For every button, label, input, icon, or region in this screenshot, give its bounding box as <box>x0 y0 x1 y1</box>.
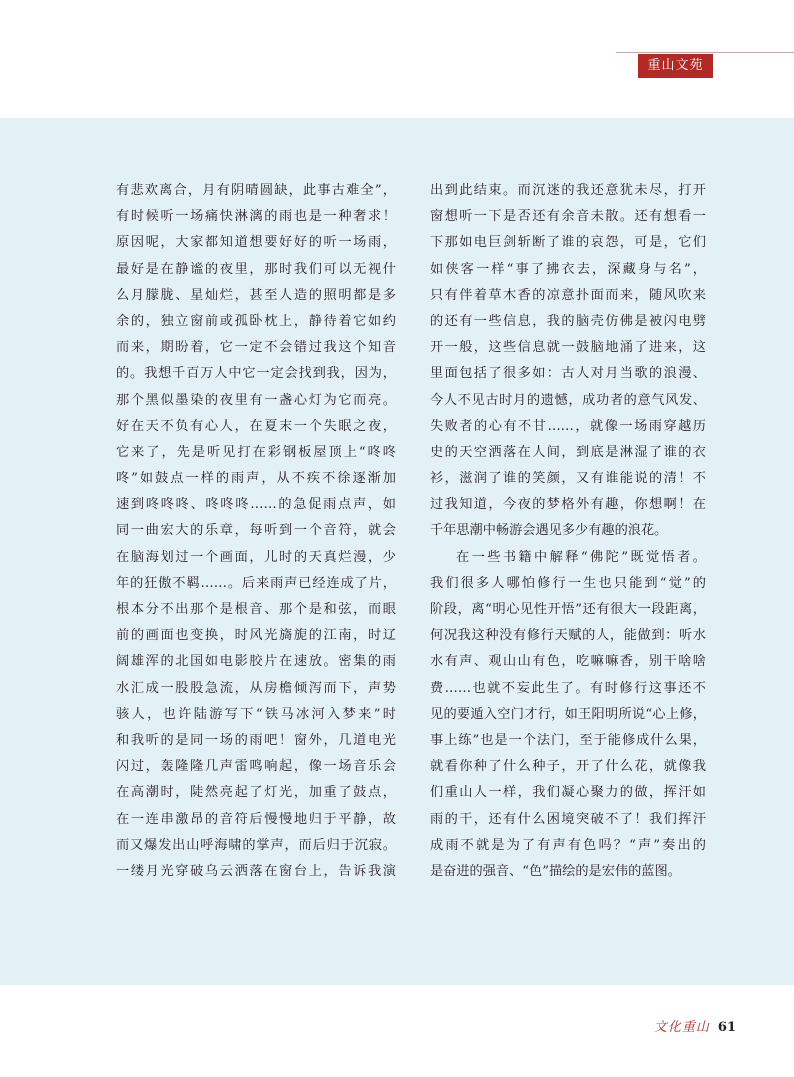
paragraph-start-line: 在一些书籍中解释“佛陀”既觉悟者。 <box>456 549 706 565</box>
text-line: 余的，独立窗前或孤卧枕上，静待着它如约 <box>116 313 396 329</box>
text-line: 速到咚咚咚、咚咚咚……的急促雨点声，如 <box>116 497 396 513</box>
text-line: 闪过，轰隆隆几声雷鸣响起，像一场音乐会 <box>116 759 396 775</box>
text-line: 那个黑似墨染的夜里有一盏心灯为它而亮。 <box>116 392 396 408</box>
text-line: 就看你种了什么种子，开了什么花，就像我 <box>430 759 706 775</box>
section-tag: 重山文苑 <box>638 54 713 78</box>
paragraph-end-line: 千年思潮中畅游会遇见多少有趣的浪花。 <box>430 523 668 539</box>
text-line: 失败者的心有不甘……，就像一场雨穿越历 <box>430 418 706 434</box>
text-line: 而来，期盼着，它一定不会错过我这个知音 <box>116 340 396 356</box>
page-footer <box>654 1016 736 1035</box>
text-line: 水汇成一股股急流，从房檐倾泻而下，声势 <box>116 680 396 696</box>
text-line: 如侠客一样“事了拂衣去，深藏身与名”， <box>430 261 706 277</box>
text-line: 我们很多人哪怕修行一生也只能到“觉”的 <box>430 575 706 591</box>
text-line: 在高潮时，陡然亮起了灯光，加重了鼓点， <box>116 785 396 801</box>
text-line: 最好是在静谧的夜里，那时我们可以无视什 <box>116 261 396 277</box>
text-line: 见的要遁入空门才行，如王阳明所说“心上修， <box>430 706 706 722</box>
text-line: 阶段，离“明心见性开悟”还有很大一段距离， <box>430 602 706 617</box>
text-line: 的。我想千百万人中它一定会找到我，因为， <box>116 366 396 382</box>
text-line: 原因呢，大家都知道想要好好的听一场雨， <box>116 235 396 251</box>
text-line: 在一连串激昂的音符后慢慢地归于平静，故 <box>116 811 396 827</box>
text-line: 史的天空洒落在人间，到底是淋湿了谁的衣 <box>430 444 706 460</box>
text-line: 么月朦胧、星灿烂，甚至人造的照明都是多 <box>116 287 396 303</box>
text-line: 费……也就不妄此生了。有时修行这事还不 <box>430 680 706 696</box>
header-rule <box>616 52 794 53</box>
text-line: 过我知道，今夜的梦格外有趣，你想啊！在 <box>430 497 706 513</box>
text-line: 何况我这种没有修行天赋的人，能做到：听水 <box>430 628 706 644</box>
page-number: 61 <box>717 1020 736 1035</box>
text-line: 和我听的是同一场的雨吧！窗外，几道电光 <box>116 732 396 748</box>
text-line: 好在天不负有心人，在夏末一个失眠之夜， <box>116 418 396 434</box>
text-line: 有时候听一场痛快淋漓的雨也是一种奢求！ <box>116 209 396 225</box>
text-line: 雨的干，还有什么困境突破不了！我们挥汗 <box>430 811 706 827</box>
text-line: 的还有一些信息，我的脑壳仿佛是被闪电劈 <box>430 313 706 329</box>
text-line: 它来了，先是听见打在彩钢板屋顶上“咚咚 <box>116 444 396 460</box>
text-line: 水有声、观山山有色，吃嘛嘛香，别干啥啥 <box>430 654 706 670</box>
text-line: 咚”如鼓点一样的雨声，从不疾不徐逐渐加 <box>116 471 396 487</box>
text-line: 根本分不出那个是根音、那个是和弦，而眼 <box>116 602 396 617</box>
text-line: 只有伴着草木香的凉意扑面而来，随风吹来 <box>430 287 706 303</box>
text-line: 里面包括了很多如：古人对月当歌的浪漫、 <box>430 366 706 382</box>
text-line: 们重山人一样，我们凝心聚力的做，挥汗如 <box>430 785 706 801</box>
magazine-logo: 文化重山 <box>653 1020 710 1035</box>
text-line: 而又爆发出山呼海啸的掌声，而后归于沉寂。 <box>116 837 396 853</box>
text-line: 下那如电巨剑斩断了谁的哀怨，可是，它们 <box>430 235 706 251</box>
text-line: 阔雄浑的北国如电影胶片在速放。密集的雨 <box>116 654 396 670</box>
article-left-column <box>116 178 396 885</box>
text-line: 出到此结束。而沉迷的我还意犹未尽，打开 <box>430 183 706 198</box>
text-line: 一缕月光穿破乌云洒落在窗台上，告诉我演 <box>116 863 396 879</box>
text-line: 骇人，也许陆游写下“铁马冰河入梦来”时 <box>116 706 396 722</box>
text-line: 今人不见古时月的遗憾，成功者的意气风发、 <box>430 392 706 408</box>
text-line: 窗想听一下是否还有余音未散。还有想看一 <box>430 209 706 225</box>
text-line: 有悲欢离合，月有阴晴圆缺，此事古难全”， <box>116 183 396 198</box>
article-right-column <box>430 178 706 885</box>
text-line: 衫，滋润了谁的笑颜，又有谁能说的清！不 <box>430 471 706 487</box>
text-line: 开一般，这些信息就一鼓脑地涌了进来，这 <box>430 340 706 356</box>
text-line: 前的画面也变换，时风光旖旎的江南，时辽 <box>116 628 396 644</box>
text-line: 成雨不就是为了有声有色吗？“声”奏出的 <box>430 837 706 853</box>
paragraph-end-line: 是奋进的强音、“色”描绘的是宏伟的蓝图。 <box>430 863 681 879</box>
text-line: 同一曲宏大的乐章，每听到一个音符，就会 <box>116 523 396 539</box>
text-line: 年的狂傲不羁……。后来雨声已经连成了片， <box>116 575 396 591</box>
text-line: 事上练”也是一个法门，至于能修成什么果， <box>430 732 706 748</box>
text-line: 在脑海划过一个画面，儿时的天真烂漫，少 <box>116 549 396 565</box>
